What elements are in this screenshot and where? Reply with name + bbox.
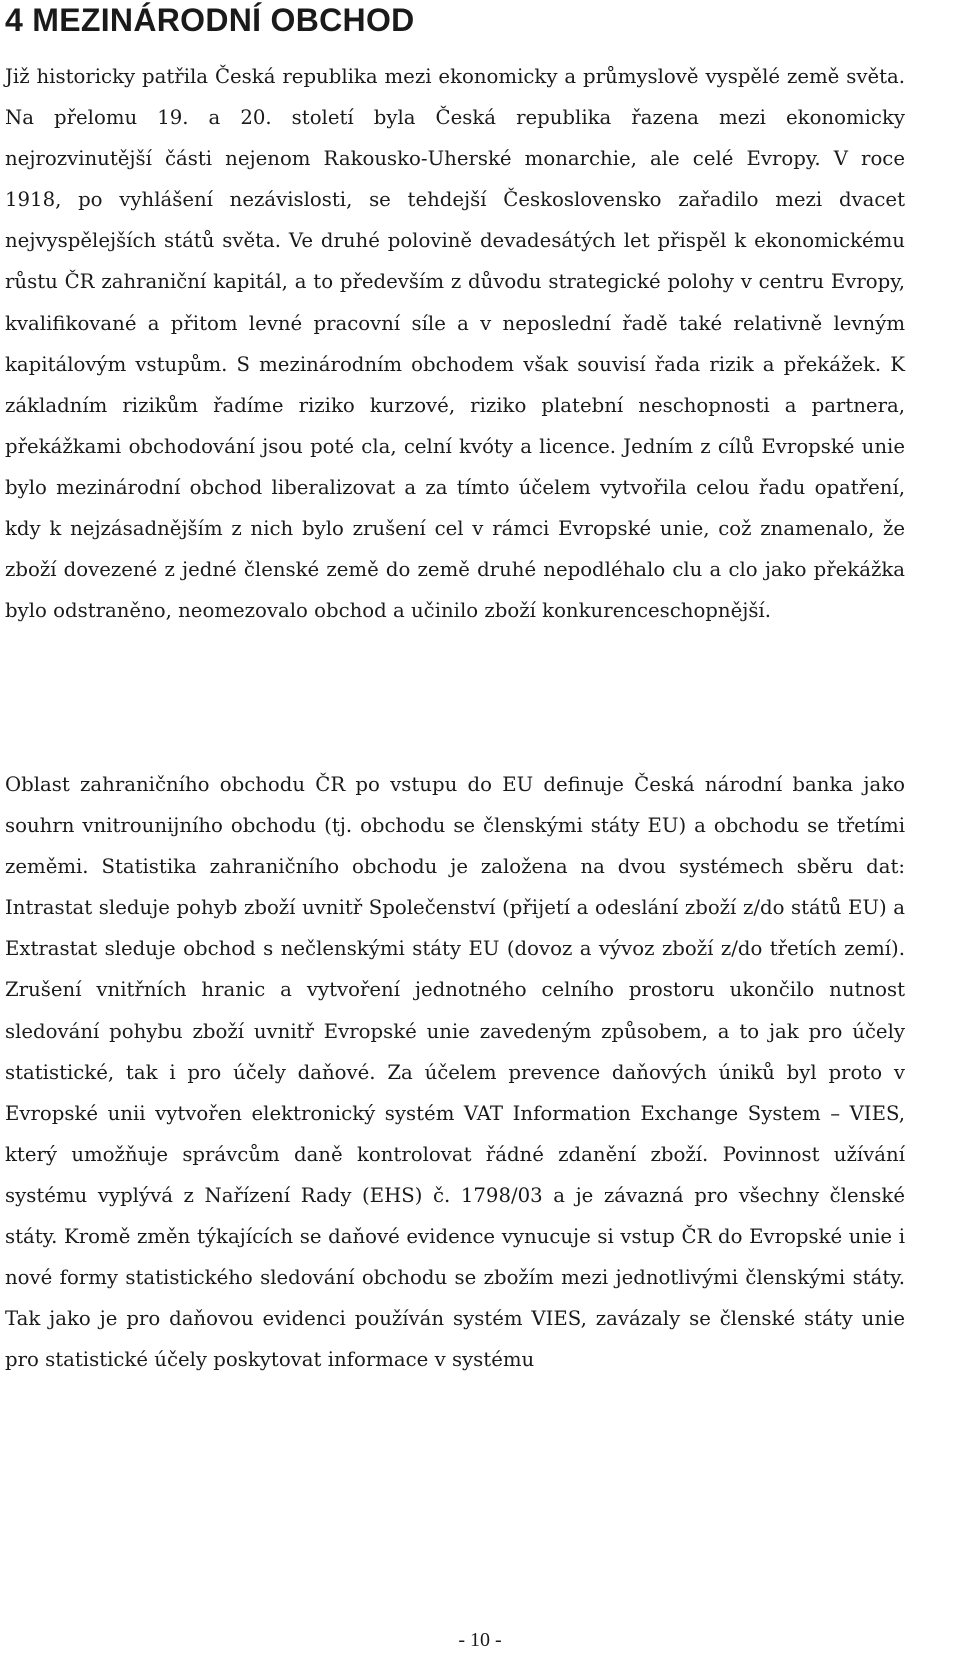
paragraph-foreign-trade: Oblast zahraničního obchodu ČR po vstupu do EU definuje Česká národní banka jako souhrn vnitrounijního obchodu (tj. obchodu se členskými státy EU) a obchodu se třetími zeměmi. Statistika zahraničního obchodu je založena na dvou systémech sběru dat: Intrastat sleduje pohyb zboží uvnitř Společenství (přijetí a odeslání zboží z/do států EU) a Extrastat sleduje obchod s nečlenskými státy EU (dovoz a vývoz zboží z/do třetích zemí). Zrušení vnitřních hranic a vytvoření jednotného celního prostoru ukončilo nutnost sledování pohybu zboží uvnitř Evropské unie zavedeným způsobem, a to jak pro účely statistické, tak i pro účely daňové. Za účelem prevence daňových úniků byl proto v Evropské unii vytvořen elektronický systém VAT Information Exchange System – VIES, který umožňuje správcům daně kontrolovat řádné zdanění zboží. Povinnost užívání systému vyplývá z Nařízení Rady (EHS) č. 1798/03 a je závazná pro všechny členské státy. Kromě změn týkajících se daňové evidence vynucuje si vstup ČR do Evropské unie i nové formy statistického sledování obchodu se zbožím mezi jednotlivými členskými státy. Tak jako je pro daňovou evidenci používán systém VIES, zavázaly se členské státy unie pro statistické účely poskytovat informace v systému [5, 773, 905, 1372]
chapter-heading: 4 MEZINÁRODNÍ OBCHOD [5, 2, 415, 38]
page-number: - 10 - [458, 1629, 502, 1651]
paragraph-history: Již historicky patřila Česká republika mezi ekonomicky a průmyslově vyspělé země světa. Na přelomu 19. a 20. století byla Česká republika řazena mezi ekonomicky nejrozvinutější části nejenom Rakousko-Uherské monarchie, ale celé Evropy. V roce 1918, po vyhlášení nezávislosti, se tehdejší Československo zařadilo mezi dvacet nejvyspělejších států světa. Ve druhé polovině devadesátých let přispěl k ekonomickému růstu ČR zahraniční kapitál, a to především z důvodu strategické polohy v centru Evropy, kvalifikované a přitom levné pracovní síle a v neposlední řadě také relativně levným kapitálovým vstupům. S mezinárodním obchodem však souvisí řada rizik a překážek. K základním rizikům řadíme riziko kurzové, riziko platební neschopnosti a partnera, překážkami obchodování jsou poté cla, celní kvóty a licence. Jedním z cílů Evropské unie bylo mezinárodní obchod liberalizovat a za tímto účelem vytvořila celou řadu opatření, kdy k nejzásadnějším z nich bylo zrušení cel v rámci Evropské unie, což znamenalo, že zboží dovezené z jedné členské země do země druhé nepodléhalo clu a clo jako překážka bylo odstraněno, neomezovalo obchod a učinilo zboží konkurenceschopnější. [5, 65, 905, 623]
